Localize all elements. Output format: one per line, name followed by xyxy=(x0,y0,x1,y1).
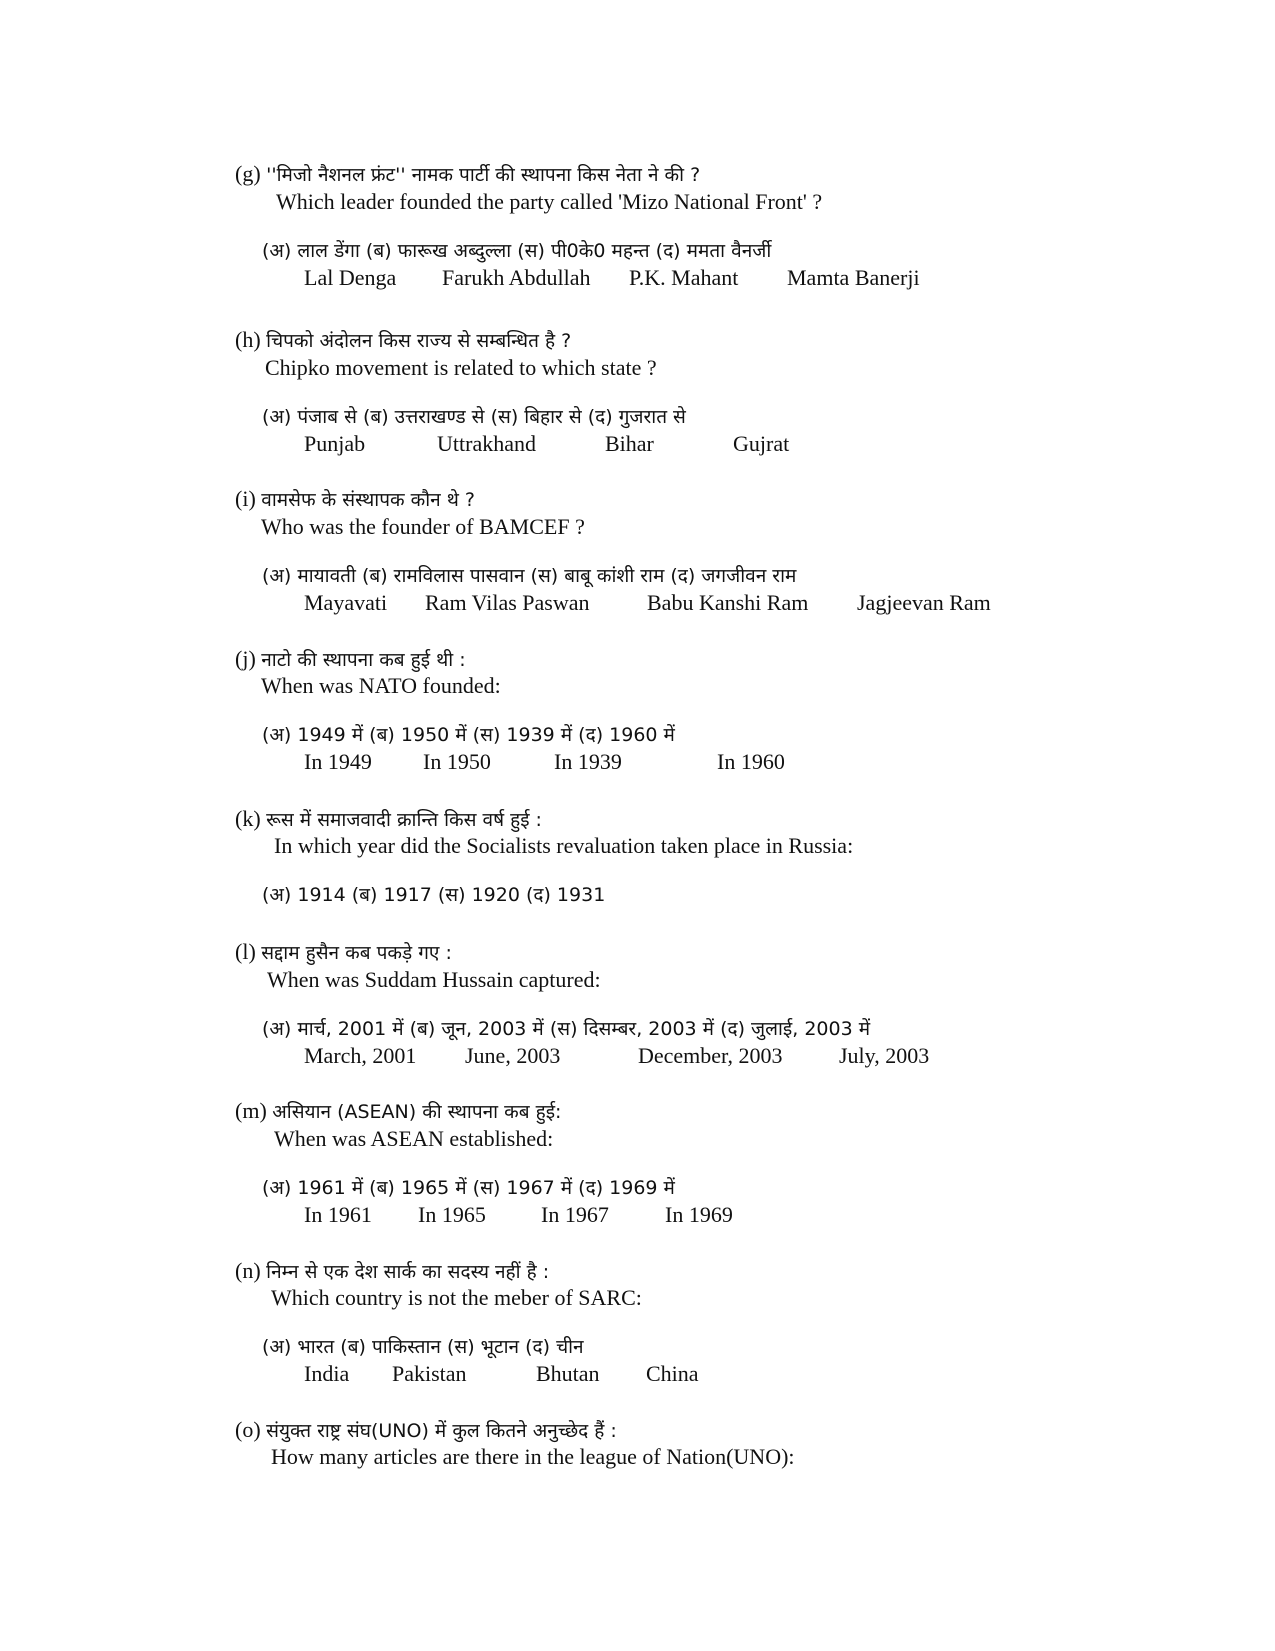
option-a: Punjab xyxy=(304,431,366,456)
question-text-english: Who was the founder of BAMCEF ? xyxy=(261,514,585,539)
option-d: Mamta Banerji xyxy=(787,265,920,290)
question-l-hindi xyxy=(235,938,452,967)
options-english xyxy=(0,748,1275,778)
options-hindi: (अ) मायावती (ब) रामविलास पासवान (स) बाबू कांशी राम (द) जगजीवन राम xyxy=(262,565,797,587)
option-c: December, 2003 xyxy=(638,1043,783,1068)
question-text-english: When was ASEAN established: xyxy=(274,1126,554,1151)
question-text-english: In which year did the Socialists revaluation taken place in Russia: xyxy=(274,833,854,858)
options-english xyxy=(0,264,1275,294)
question-text-hindi: सद्दाम हुसैन कब पकड़े गए : xyxy=(261,942,452,964)
options-english xyxy=(0,430,1275,460)
option-b: In 1950 xyxy=(423,749,491,774)
question-g-hindi xyxy=(235,160,700,189)
options-english xyxy=(0,589,1275,619)
option-b: Ram Vilas Paswan xyxy=(425,590,590,615)
option-a: In 1949 xyxy=(304,749,372,774)
question-label: (l) xyxy=(235,939,256,964)
option-c: P.K. Mahant xyxy=(629,265,739,290)
option-b: Pakistan xyxy=(392,1361,467,1386)
question-j-hindi xyxy=(235,645,466,674)
question-text-hindi: चिपको अंदोलन किस राज्य से सम्बन्धित है ? xyxy=(266,330,572,352)
option-d: In 1960 xyxy=(717,749,785,774)
option-c: In 1967 xyxy=(541,1202,609,1227)
options-hindi: (अ) पंजाब से (ब) उत्तराखण्ड से (स) बिहार से (द) गुजरात से xyxy=(262,406,686,428)
question-text-hindi: ''मिजो नैशनल फ्रंट'' नामक पार्टी की स्थापना किस नेता ने की ? xyxy=(266,164,701,186)
option-a: Lal Denga xyxy=(304,265,397,290)
question-text-hindi: निम्न से एक देश सार्क का सदस्य नहीं है : xyxy=(266,1261,550,1283)
options-hindi: (अ) 1914 (ब) 1917 (स) 1920 (द) 1931 xyxy=(262,884,606,906)
question-h-hindi xyxy=(235,326,571,355)
option-d: Jagjeevan Ram xyxy=(857,590,991,615)
question-label: (n) xyxy=(235,1258,261,1283)
option-c: Babu Kanshi Ram xyxy=(647,590,809,615)
options-hindi: (अ) 1961 में (ब) 1965 में (स) 1967 में (द) 1969 में xyxy=(262,1177,675,1199)
question-text-english: When was NATO founded: xyxy=(261,673,501,698)
question-label: (i) xyxy=(235,486,256,511)
question-text-hindi: असियान (ASEAN) की स्थापना कब हुई: xyxy=(272,1101,562,1123)
option-a: March, 2001 xyxy=(304,1043,417,1068)
option-d: Gujrat xyxy=(733,431,790,456)
question-m-hindi xyxy=(235,1097,561,1126)
options-english xyxy=(0,1360,1275,1390)
options-hindi: (अ) लाल डेंगा (ब) फारूख अब्दुल्ला (स) पी0के0 महन्त (द) ममता वैनर्जी xyxy=(262,240,772,262)
option-c: In 1939 xyxy=(554,749,622,774)
option-a: In 1961 xyxy=(304,1202,372,1227)
question-text-english: Chipko movement is related to which state ? xyxy=(265,355,657,380)
question-i-hindi xyxy=(235,485,475,514)
question-label: (o) xyxy=(235,1417,261,1442)
question-label: (k) xyxy=(235,806,261,831)
options-hindi: (अ) मार्च, 2001 में (ब) जून, 2003 में (स) दिसम्बर, 2003 में (द) जुलाई, 2003 में xyxy=(262,1018,871,1040)
question-text-english: How many articles are there in the league of Nation(UNO): xyxy=(271,1444,795,1469)
question-text-hindi: संयुक्त राष्ट्र संघ(UNO) में कुल कितने अनुच्छेद हैं : xyxy=(266,1420,617,1442)
question-o-hindi xyxy=(235,1416,617,1445)
option-b: Farukh Abdullah xyxy=(442,265,591,290)
question-text-hindi: वामसेफ के संस्थापक कौन थे ? xyxy=(261,489,475,511)
option-b: Uttrakhand xyxy=(437,431,536,456)
options-english xyxy=(0,1042,1275,1072)
option-d: China xyxy=(646,1361,699,1386)
option-d: July, 2003 xyxy=(839,1043,930,1068)
option-c: Bihar xyxy=(605,431,654,456)
question-label: (g) xyxy=(235,161,261,186)
options-hindi: (अ) भारत (ब) पाकिस्तान (स) भूटान (द) चीन xyxy=(262,1336,584,1358)
option-c: Bhutan xyxy=(536,1361,600,1386)
question-text-hindi: नाटो की स्थापना कब हुई थी : xyxy=(261,649,466,671)
question-text-english: Which country is not the meber of SARC: xyxy=(271,1285,642,1310)
option-b: June, 2003 xyxy=(465,1043,561,1068)
question-label: (m) xyxy=(235,1098,267,1123)
options-hindi: (अ) 1949 में (ब) 1950 में (स) 1939 में (द) 1960 में xyxy=(262,724,675,746)
option-a: Mayavati xyxy=(304,590,388,615)
option-b: In 1965 xyxy=(418,1202,486,1227)
question-k-hindi xyxy=(235,805,542,834)
question-text-english: When was Suddam Hussain captured: xyxy=(267,967,601,992)
options-english xyxy=(0,1201,1275,1231)
option-d: In 1969 xyxy=(665,1202,733,1227)
question-label: (h) xyxy=(235,327,261,352)
question-text-english: Which leader founded the party called 'Mizo National Front' ? xyxy=(276,189,823,214)
question-text-hindi: रूस में समाजवादी क्रान्ति किस वर्ष हुई : xyxy=(266,809,542,831)
option-a: India xyxy=(304,1361,350,1386)
question-n-hindi xyxy=(235,1257,549,1286)
question-label: (j) xyxy=(235,646,256,671)
